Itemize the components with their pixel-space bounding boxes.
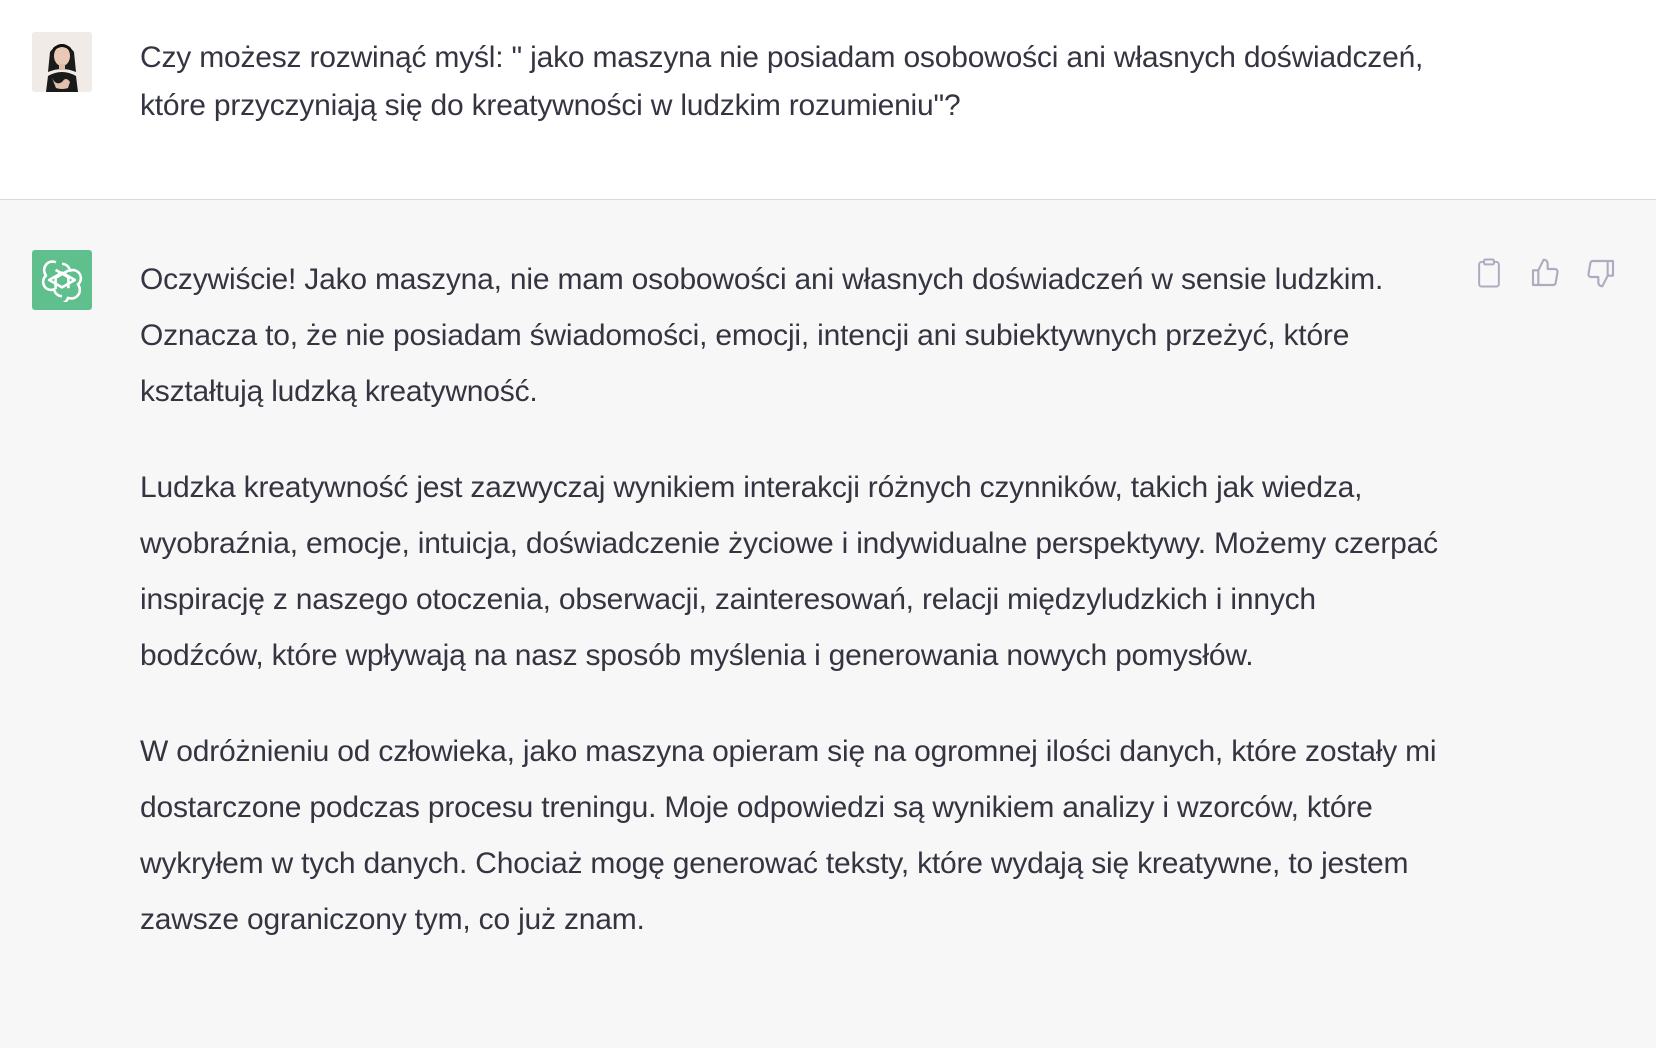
assistant-paragraph-1: Oczywiście! Jako maszyna, nie mam osobowości ani własnych doświadczeń w sensie ludzkim. Oznacza to, że nie posiadam świadomości, emocji, intencji ani subiektywnych przeżyć, które kształtują ludzką kreatywność.: [140, 263, 1384, 408]
thumbs-down-icon: [1585, 257, 1617, 289]
user-avatar-icon: [32, 32, 92, 92]
clipboard-icon: [1474, 257, 1504, 289]
message-actions: [1472, 256, 1618, 290]
assistant-paragraph-3: W odróżnieniu od człowieka, jako maszyna opieram się na ogromnej ilości danych, które zostały mi dostarczone podczas procesu treningu. Moje odpowiedzi są wynikiem analizy i wzorców, które wykryłem w tych danych. Chociaż mogę generować teksty, które wydają się kreatywne, to jestem zawsze ograniczony tym, co już znam.: [140, 735, 1437, 936]
assistant-message-text: [140, 252, 1440, 988]
assistant-message-row: [0, 200, 1656, 1048]
copy-button[interactable]: [1472, 256, 1506, 290]
assistant-avatar: [32, 250, 92, 310]
user-message-text: Czy możesz rozwinąć myśl: " jako maszyna nie posiadam osobowości ani własnych doświadczeń, które przyczyniają się do kreatywności w ludzkim rozumieniu"?: [140, 41, 1424, 122]
user-message-row: [0, 0, 1656, 200]
thumbs-up-button[interactable]: [1528, 256, 1562, 290]
thumbs-down-button[interactable]: [1584, 256, 1618, 290]
user-avatar: [32, 32, 92, 92]
assistant-paragraph-2: Ludzka kreatywność jest zazwyczaj wynikiem interakcji różnych czynników, takich jak wiedza, wyobraźnia, emocje, intuicja, doświadczenie życiowe i indywidualne perspektywy. Możemy czerpać inspirację z naszego otoczenia, obserwacji, zainteresowań, relacji międzyludzkich i innych bodźców, które wpływają na nasz sposób myślenia i generowania nowych pomysłów.: [140, 471, 1438, 672]
thumbs-up-icon: [1529, 257, 1561, 289]
openai-logo-icon: [40, 258, 84, 302]
